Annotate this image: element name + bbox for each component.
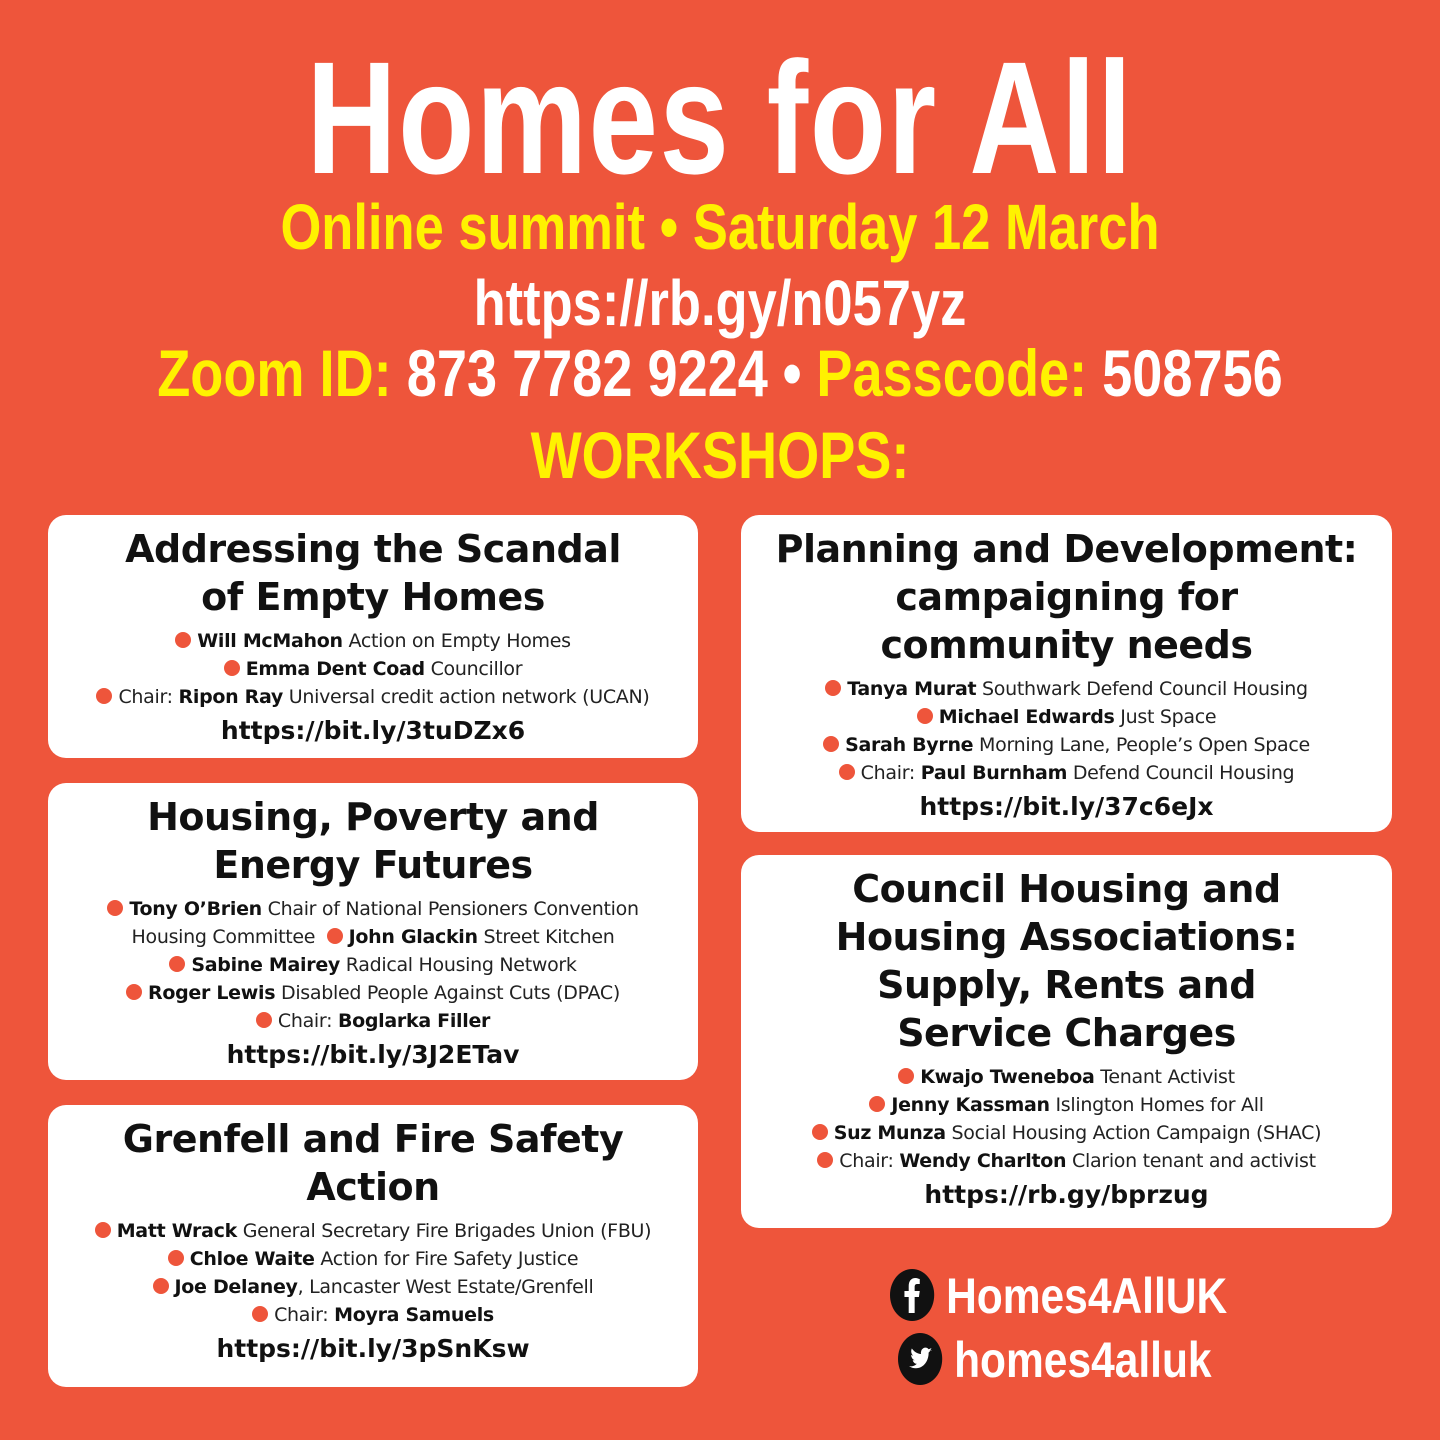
workshop-link[interactable]: https://rb.gy/bprzug (924, 1180, 1209, 1209)
bullet-dot-icon (917, 708, 933, 724)
speaker-item: Kwajo Tweneboa Tenant Activist (751, 1063, 1382, 1091)
bullet-dot-icon (256, 1012, 272, 1028)
workshop-link[interactable]: https://bit.ly/3tuDZx6 (220, 716, 526, 745)
passcode: 508756 (1102, 336, 1283, 410)
speaker-item: Matt Wrack General Secretary Fire Brigades Union (FBU) (58, 1217, 688, 1245)
speaker-item: Chair: Boglarka Filler (58, 1007, 688, 1035)
workshop-title: Grenfell and Fire Safety Action (122, 1117, 624, 1209)
twitter-handle-text: homes4alluk (954, 1332, 1212, 1388)
twitter-handle[interactable] (898, 1330, 1238, 1390)
zoom-label: Zoom ID: (157, 336, 392, 410)
workshop-card-council-housing (741, 855, 1392, 1228)
facebook-handle[interactable] (890, 1266, 1230, 1326)
bullet-dot-icon (823, 736, 839, 752)
bullet-dot-icon (825, 680, 841, 696)
speaker-item: Michael Edwards Just Space (751, 703, 1382, 731)
workshop-link[interactable]: https://bit.ly/3pSnKsw (216, 1334, 530, 1363)
speaker-item: Will McMahon Action on Empty Homes (58, 627, 688, 655)
bullet-dot-icon (126, 984, 142, 1000)
bullet-separator: • (782, 336, 802, 410)
workshop-title: Housing, Poverty and Energy Futures (147, 795, 599, 887)
speaker-item: Emma Dent Coad Councillor (58, 655, 688, 683)
speaker-item: Suz Munza Social Housing Action Campaign (SHAC) (751, 1119, 1382, 1147)
speaker-item: Tony O’Brien Chair of National Pensioners Convention (58, 895, 688, 923)
workshop-card-empty-homes (48, 515, 698, 758)
workshop-title: Addressing the Scandal of Empty Homes (125, 527, 621, 619)
bullet-dot-icon (107, 900, 123, 916)
bullet-dot-icon (898, 1068, 914, 1084)
speaker-item: Chair: Paul Burnham Defend Council Housing (751, 759, 1382, 787)
workshop-card-poverty-energy (48, 783, 698, 1080)
speaker-item: Chair: Ripon Ray Universal credit action network (UCAN) (58, 683, 688, 711)
speaker-item: Chair: Wendy Charlton Clarion tenant and activist (751, 1147, 1382, 1175)
passcode-label: Passcode: (816, 336, 1088, 410)
zoom-id: 873 7782 9224 (406, 336, 768, 410)
summit-url[interactable]: https://rb.gy/n057yz (473, 267, 967, 339)
workshop-link[interactable]: https://bit.ly/37c6eJx (919, 792, 1214, 821)
bullet-dot-icon (252, 1306, 268, 1322)
speaker-item: Sabine Mairey Radical Housing Network (58, 951, 688, 979)
workshop-card-grenfell (48, 1105, 698, 1387)
summit-date-line (130, 192, 1311, 262)
bullet-dot-icon (169, 956, 185, 972)
facebook-icon (890, 1269, 934, 1321)
workshop-title: Planning and Development: campaigning for community needs (775, 527, 1358, 667)
facebook-handle-text: Homes4AllUK (946, 1268, 1228, 1324)
twitter-icon (898, 1333, 942, 1385)
speaker-item: Housing Committee John Glackin Street Kitchen (131, 926, 615, 948)
speaker-item: Jenny Kassman Islington Homes for All (751, 1091, 1382, 1119)
summit-date: Saturday 12 March (692, 191, 1160, 263)
bullet-dot-icon (839, 764, 855, 780)
speaker-item: Roger Lewis Disabled People Against Cuts (DPAC) (58, 979, 688, 1007)
zoom-details-line (130, 338, 1311, 408)
bullet-dot-icon (168, 1250, 184, 1266)
poster-title: Homes for All (306, 28, 1134, 207)
workshop-title: Council Housing and Housing Associations: Supply, Rents and Service Charges (835, 867, 1298, 1055)
bullet-dot-icon (153, 1278, 169, 1294)
bullet-dot-icon (175, 632, 191, 648)
workshops-heading: WORKSHOPS: (530, 418, 910, 492)
speaker-item: Joe Delaney, Lancaster West Estate/Grenfell (58, 1273, 688, 1301)
summit-type: Online summit (280, 191, 645, 263)
bullet-dot-icon (817, 1152, 833, 1168)
speaker-item: Tanya Murat Southwark Defend Council Housing (751, 675, 1382, 703)
speaker-item: Chair: Moyra Samuels (58, 1301, 688, 1329)
bullet-separator: • (659, 191, 679, 263)
bullet-dot-icon (869, 1096, 885, 1112)
workshop-link[interactable]: https://bit.ly/3J2ETav (226, 1040, 520, 1069)
bullet-dot-icon (95, 1222, 111, 1238)
speaker-item: Sarah Byrne Morning Lane, People’s Open Space (751, 731, 1382, 759)
speaker-item: Chloe Waite Action for Fire Safety Justice (58, 1245, 688, 1273)
bullet-dot-icon (96, 688, 112, 704)
bullet-dot-icon (224, 660, 240, 676)
bullet-dot-icon (812, 1124, 828, 1140)
bullet-dot-icon (327, 928, 343, 944)
workshop-card-planning (741, 515, 1392, 832)
